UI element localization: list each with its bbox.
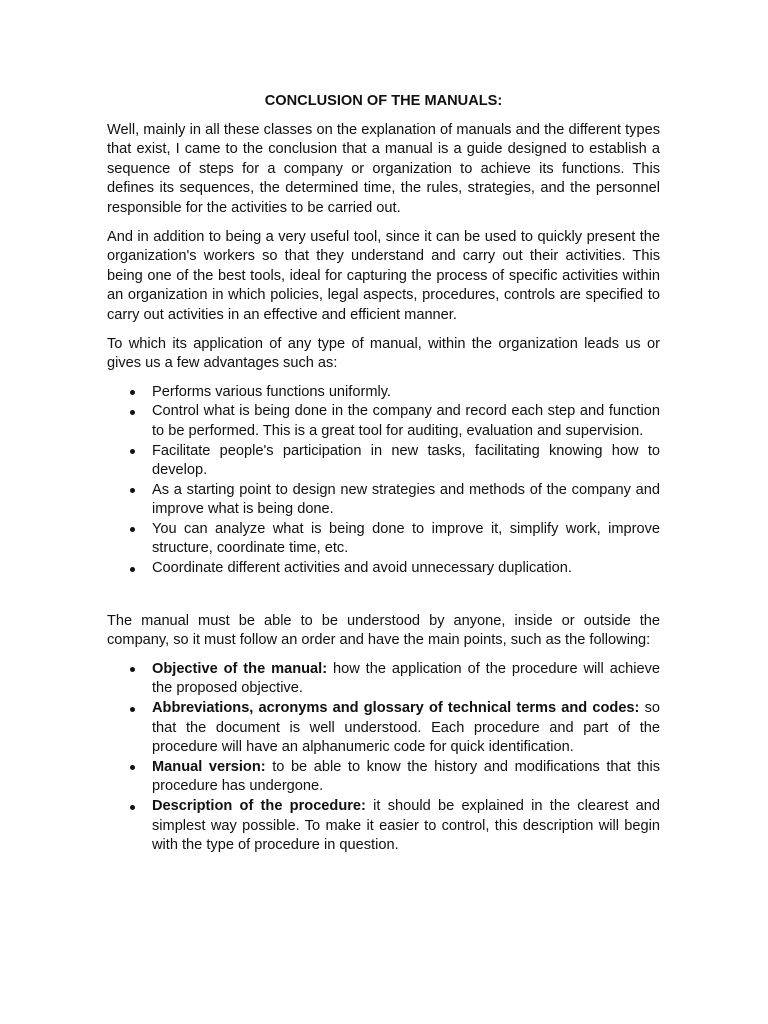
bullet-icon: [130, 567, 135, 572]
list-item-text: Control what is being done in the company and record each step and function to be performed. This is a great tool for auditing, evaluation and supervision.: [152, 403, 660, 439]
main-point-text: it should be explained in the clearest and simplest way possible. To make it easier to control, this description will begin with the type of procedure in question.: [152, 798, 661, 854]
main-point-term: Abbreviations, acronyms and glossary of technical terms and codes:: [152, 700, 640, 717]
bullet-icon: [130, 527, 135, 532]
list-item: [107, 797, 660, 856]
list-item-text: Performs various functions uniformly.: [152, 383, 391, 400]
main-point-text: how the application of the procedure will achieve the proposed objective.: [152, 660, 660, 697]
main-point-text: to be able to know the history and modifications that this procedure has undergone.: [152, 758, 660, 795]
document-page: [107, 92, 660, 865]
main-points-list: [107, 660, 660, 856]
advantages-list: [107, 383, 660, 579]
list-item: [107, 383, 660, 403]
bullet-icon: [130, 805, 135, 810]
list-item: [107, 402, 660, 441]
bullet-icon: [130, 390, 135, 395]
paragraph-conclusion: Well, mainly in all these classes on the explanation of manuals and the different types that exist, I came to the conclusion that a manual is a guide designed to establish a sequence of steps for a company or organization to achieve its functions. This defines its sequences, the determined time, the rules, strategies, and the personnel responsible for the activities to be carried out.: [107, 121, 660, 216]
list-item: [107, 699, 660, 758]
bullet-icon: [130, 667, 135, 672]
document-title: CONCLUSION OF THE MANUALS:: [264, 93, 503, 109]
bullet-icon: [130, 410, 135, 415]
main-point-term: Description of the procedure:: [152, 798, 366, 814]
main-point-term: Objective of the manual:: [152, 660, 328, 677]
paragraph-advantages-intro: To which its application of any type of manual, within the organization leads us or gives us a few advantages such as:: [107, 335, 660, 372]
list-item-text: You can analyze what is being done to improve it, simplify work, improve structure, coordinate time, etc.: [152, 520, 660, 557]
bullet-icon: [130, 765, 135, 770]
bullet-icon: [130, 707, 135, 712]
paragraph-useful-tool: And in addition to being a very useful tool, since it can be used to quickly present the organization's workers so that they understand and carry out their activities. This being one of the best tools, ideal for capturing the process of specific activities within an organization in which policies, legal aspects, procedures, controls are specified to carry out activities in an effective and efficient manner.: [107, 228, 660, 323]
list-item: [107, 660, 660, 699]
main-point-term: Manual version:: [152, 758, 266, 775]
bullet-icon: [130, 488, 135, 493]
list-item-text: Facilitate people's participation in new tasks, facilitating knowing how to develop.: [152, 442, 660, 479]
list-item-text: As a starting point to design new strategies and methods of the company and improve what is being done.: [152, 481, 660, 518]
list-item-text: Coordinate different activities and avoid unnecessary duplication.: [152, 560, 572, 577]
main-point-text: so that the document is well understood. Each procedure and part of the procedure will have an alphanumeric code for quick identification.: [152, 700, 661, 756]
list-item: [107, 442, 660, 481]
list-item: [107, 481, 660, 520]
paragraph-understanding: The manual must be able to be understood by anyone, inside or outside the company, so it must follow an order and have the main points, such as the following:: [107, 612, 660, 649]
list-item: [107, 559, 660, 579]
list-item: [107, 520, 660, 559]
bullet-icon: [130, 449, 135, 454]
list-item: [107, 758, 660, 797]
